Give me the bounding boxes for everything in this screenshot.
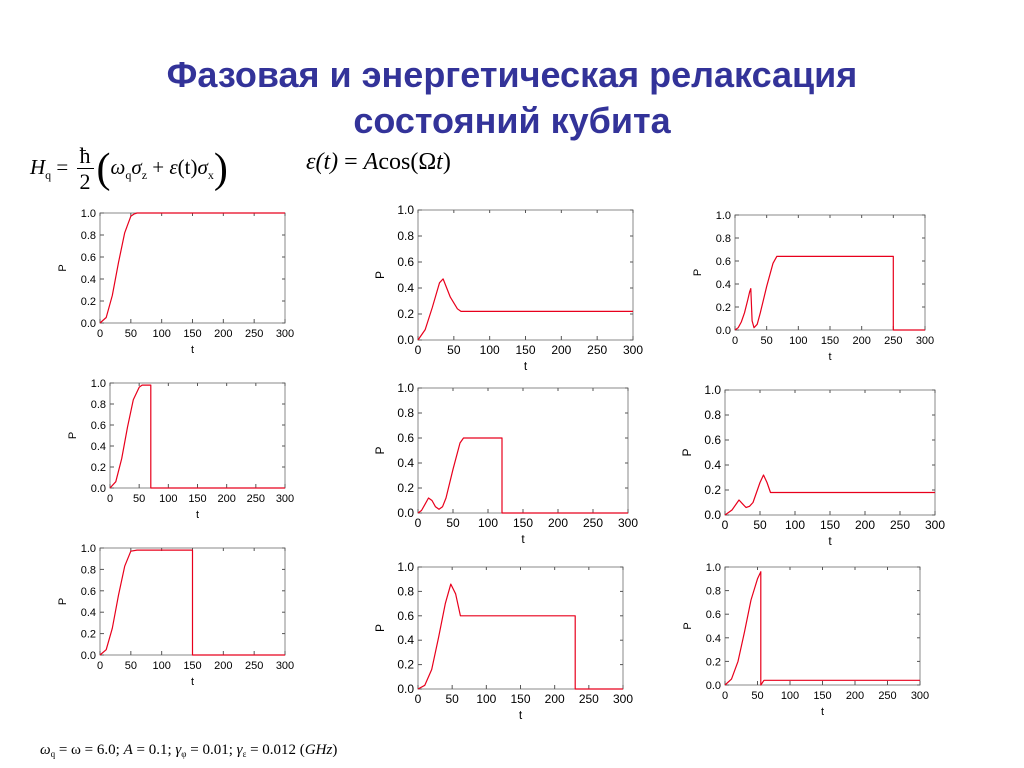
y-tick-label: 0.6 xyxy=(80,252,96,264)
x-tick-label: 300 xyxy=(275,660,295,672)
x-tick-label: 50 xyxy=(133,493,146,505)
x-tick-label: 100 xyxy=(476,692,497,706)
x-tick-label: 50 xyxy=(751,690,764,702)
x-tick-label: 300 xyxy=(910,690,930,702)
param-gamma-eps: γ xyxy=(236,742,243,758)
x-tick-label: 100 xyxy=(159,493,178,505)
x-tick-label: 150 xyxy=(515,343,536,357)
x-tick-label: 300 xyxy=(612,692,634,706)
x-axis-label: t xyxy=(828,351,832,363)
y-tick-label: 0.0 xyxy=(715,325,731,337)
x-tick-label: 0 xyxy=(96,660,104,672)
x-tick-label: 200 xyxy=(544,692,565,706)
x-tick-label: 50 xyxy=(124,328,137,340)
x-tick-label: 300 xyxy=(617,516,639,530)
y-tick-label: 0.4 xyxy=(397,456,414,470)
x-axis-label: t xyxy=(523,359,528,373)
x-tick-label: 200 xyxy=(854,518,876,532)
y-tick-label: 1.0 xyxy=(715,210,731,222)
y-tick-label: 0.0 xyxy=(90,483,106,495)
x-tick-label: 200 xyxy=(217,493,236,505)
x-tick-label: 250 xyxy=(244,660,264,672)
plot-3 xyxy=(685,205,935,370)
hamiltonian-formula xyxy=(30,145,228,200)
y-axis-label: P xyxy=(373,623,387,633)
sigma-z-subscript: z xyxy=(141,167,148,182)
y-tick-label: 0.4 xyxy=(80,274,96,286)
y-tick-label: 0.8 xyxy=(397,406,414,420)
x-tick-label: 100 xyxy=(789,335,808,347)
x-axis-label: t xyxy=(190,344,195,356)
y-tick-label: 0.8 xyxy=(80,564,96,577)
y-tick-label: 1.0 xyxy=(705,562,721,574)
plot-frame xyxy=(725,567,920,685)
x-tick-label: 50 xyxy=(753,518,767,532)
x-tick-label: 300 xyxy=(924,518,946,532)
x-tick-label: 250 xyxy=(246,493,266,505)
sigma-x-subscript: x xyxy=(207,167,214,182)
omega-subscript: q xyxy=(125,167,132,182)
y-axis-label: P xyxy=(67,431,79,440)
field-equals: = xyxy=(344,149,358,175)
plot-6 xyxy=(675,380,945,555)
y-tick-label: 0.4 xyxy=(705,632,721,645)
param-omega: ω xyxy=(40,742,51,758)
y-axis-label: P xyxy=(682,622,694,630)
x-tick-label: 0 xyxy=(414,343,422,357)
y-tick-label: 0.8 xyxy=(705,585,721,598)
y-tick-label: 1.0 xyxy=(704,383,721,397)
y-tick-label: 0.6 xyxy=(397,255,414,269)
x-axis-label: t xyxy=(190,676,195,688)
y-tick-label: 0.0 xyxy=(80,318,96,330)
y-tick-label: 0.0 xyxy=(397,333,414,347)
plot-frame xyxy=(110,383,285,488)
x-tick-label: 50 xyxy=(760,335,773,347)
y-tick-label: 1.0 xyxy=(397,560,414,574)
x-axis-label: t xyxy=(195,509,200,521)
field-lhs: ε(t) xyxy=(306,149,339,175)
field-amplitude: A xyxy=(363,149,379,175)
x-tick-label: 300 xyxy=(275,493,295,505)
y-axis-label: P xyxy=(373,270,387,280)
y-tick-label: 0.6 xyxy=(90,420,106,432)
y-tick-label: 1.0 xyxy=(397,203,414,217)
x-tick-label: 100 xyxy=(477,516,499,530)
y-tick-label: 0.0 xyxy=(704,508,721,522)
plot-frame xyxy=(735,215,925,330)
x-tick-label: 50 xyxy=(124,660,137,672)
y-tick-label: 0.2 xyxy=(397,307,414,321)
x-tick-label: 200 xyxy=(845,690,865,702)
plot-frame xyxy=(100,213,285,323)
y-axis-label: P xyxy=(57,264,69,272)
denominator-two: 2 xyxy=(79,169,91,194)
x-tick-label: 250 xyxy=(587,343,608,357)
y-tick-label: 1.0 xyxy=(397,381,414,395)
x-tick-label: 150 xyxy=(183,660,202,672)
x-tick-label: 250 xyxy=(578,692,599,706)
y-tick-label: 1.0 xyxy=(80,543,96,555)
y-tick-label: 0.2 xyxy=(80,296,96,308)
x-tick-label: 200 xyxy=(547,516,569,530)
field-time: t xyxy=(436,149,443,175)
y-tick-label: 0.8 xyxy=(715,233,731,245)
x-tick-label: 100 xyxy=(152,660,171,672)
sigma-z-symbol: σ xyxy=(131,154,142,179)
x-tick-label: 0 xyxy=(96,328,104,340)
y-tick-label: 0.4 xyxy=(80,607,96,620)
x-tick-label: 150 xyxy=(183,328,202,340)
param-phi-subscript: φ xyxy=(181,749,187,759)
y-tick-label: 0.0 xyxy=(397,682,414,696)
plot-2 xyxy=(368,200,643,380)
plot-frame xyxy=(418,388,628,513)
x-tick-label: 300 xyxy=(275,328,295,340)
y-tick-label: 0.8 xyxy=(397,584,414,599)
x-tick-label: 0 xyxy=(721,518,729,532)
x-tick-label: 200 xyxy=(214,660,233,672)
param-amplitude: A xyxy=(123,742,133,758)
x-tick-label: 250 xyxy=(878,690,897,702)
y-tick-label: 0.8 xyxy=(80,230,96,242)
y-tick-label: 0.0 xyxy=(397,506,414,520)
plot-7 xyxy=(50,538,295,695)
y-tick-label: 0.2 xyxy=(704,483,721,497)
y-tick-label: 0.2 xyxy=(705,656,721,669)
omega-symbol: ω xyxy=(110,154,126,179)
x-axis-label: t xyxy=(820,706,825,718)
y-tick-label: 0.0 xyxy=(80,650,96,662)
param-omega-subscript: q xyxy=(50,749,56,759)
param-gamma-phi-value: = 0.01; xyxy=(186,742,237,758)
y-tick-label: 0.6 xyxy=(80,585,96,598)
hbar-over-two xyxy=(77,145,94,193)
y-axis-label: P xyxy=(57,597,69,606)
param-gamma-eps-value: = 0.012 ( xyxy=(246,742,305,758)
x-tick-label: 0 xyxy=(721,690,729,702)
x-tick-label: 150 xyxy=(512,516,534,530)
x-tick-label: 150 xyxy=(813,690,832,702)
x-tick-label: 100 xyxy=(479,343,500,357)
field-cos: cos(Ω xyxy=(378,149,437,175)
y-tick-label: 0.6 xyxy=(705,609,721,622)
y-tick-label: 0.0 xyxy=(705,680,721,692)
y-axis-label: P xyxy=(692,268,704,277)
x-tick-label: 200 xyxy=(852,335,871,347)
x-tick-label: 300 xyxy=(622,343,644,357)
y-tick-label: 1.0 xyxy=(90,378,106,390)
param-unit: GHz xyxy=(304,742,333,758)
x-axis-label: t xyxy=(521,532,525,546)
x-tick-label: 250 xyxy=(582,516,604,530)
x-tick-label: 50 xyxy=(447,343,461,357)
plot-9 xyxy=(675,557,930,725)
plot-frame xyxy=(725,390,935,515)
y-tick-label: 1.0 xyxy=(80,208,96,220)
right-paren: ) xyxy=(213,146,228,192)
field-close-paren: ) xyxy=(442,149,451,175)
plot-1 xyxy=(50,203,295,363)
epsilon-argument: (t) xyxy=(177,154,198,179)
y-tick-label: 0.4 xyxy=(715,279,731,291)
x-tick-label: 200 xyxy=(551,343,572,357)
x-tick-label: 0 xyxy=(106,493,114,505)
x-tick-label: 150 xyxy=(819,518,841,532)
plus-sign: + xyxy=(152,154,165,179)
x-tick-label: 300 xyxy=(915,335,935,347)
x-tick-label: 150 xyxy=(820,335,840,347)
param-close-paren: ) xyxy=(332,742,338,758)
param-omega-value: = ω = 6.0; xyxy=(55,742,124,758)
x-tick-label: 0 xyxy=(731,335,739,347)
x-tick-label: 50 xyxy=(445,692,459,706)
hbar-symbol: ħ xyxy=(77,145,94,169)
x-tick-label: 200 xyxy=(214,328,233,340)
x-tick-label: 100 xyxy=(152,328,171,340)
y-axis-label: P xyxy=(373,446,387,455)
y-tick-label: 0.8 xyxy=(397,229,414,243)
x-axis-label: t xyxy=(828,534,832,548)
y-tick-label: 0.6 xyxy=(715,256,731,268)
y-tick-label: 0.2 xyxy=(80,628,96,641)
hamiltonian-symbol: H xyxy=(30,154,46,179)
y-tick-label: 0.2 xyxy=(397,657,414,672)
y-axis-label: P xyxy=(680,448,694,457)
y-tick-label: 0.4 xyxy=(397,281,414,295)
y-tick-label: 0.2 xyxy=(715,302,731,314)
y-tick-label: 0.4 xyxy=(90,441,106,453)
parameters-formula xyxy=(40,743,337,759)
x-tick-label: 100 xyxy=(780,690,800,702)
y-tick-label: 0.4 xyxy=(704,458,721,472)
slide-title-line2: состояний кубита xyxy=(353,100,671,141)
x-tick-label: 250 xyxy=(884,335,903,347)
x-tick-label: 0 xyxy=(414,692,422,706)
y-tick-label: 0.8 xyxy=(90,399,106,411)
y-tick-label: 0.2 xyxy=(90,462,106,474)
param-gamma-phi: γ xyxy=(175,742,182,758)
x-tick-label: 150 xyxy=(188,493,207,505)
plot-8 xyxy=(368,557,633,729)
x-tick-label: 0 xyxy=(414,516,422,530)
y-tick-label: 0.8 xyxy=(704,408,721,422)
x-tick-label: 250 xyxy=(889,518,911,532)
left-paren: ( xyxy=(96,146,111,192)
x-tick-label: 100 xyxy=(784,518,806,532)
field-formula xyxy=(306,150,451,174)
y-tick-label: 0.6 xyxy=(397,608,414,623)
x-tick-label: 50 xyxy=(446,516,460,530)
x-tick-label: 250 xyxy=(244,328,264,340)
equals-sign: = xyxy=(56,154,69,179)
sigma-x-symbol: σ xyxy=(197,154,208,179)
y-tick-label: 0.6 xyxy=(397,431,414,445)
epsilon-symbol: ε xyxy=(169,154,178,179)
y-tick-label: 0.2 xyxy=(397,481,414,495)
param-eps-subscript: ε xyxy=(242,749,247,759)
param-amplitude-value: = 0.1; xyxy=(132,742,176,758)
x-axis-label: t xyxy=(518,708,523,722)
plot-frame xyxy=(418,210,633,340)
hamiltonian-subscript: q xyxy=(45,167,52,182)
plot-4 xyxy=(60,373,295,528)
slide-title xyxy=(0,52,1024,144)
x-tick-label: 150 xyxy=(510,692,531,706)
y-tick-label: 0.4 xyxy=(397,633,414,648)
plot-frame xyxy=(418,567,623,689)
slide-title-line1: Фазовая и энергетическая релаксация xyxy=(166,54,858,95)
y-tick-label: 0.6 xyxy=(704,433,721,447)
plot-5 xyxy=(368,378,638,553)
